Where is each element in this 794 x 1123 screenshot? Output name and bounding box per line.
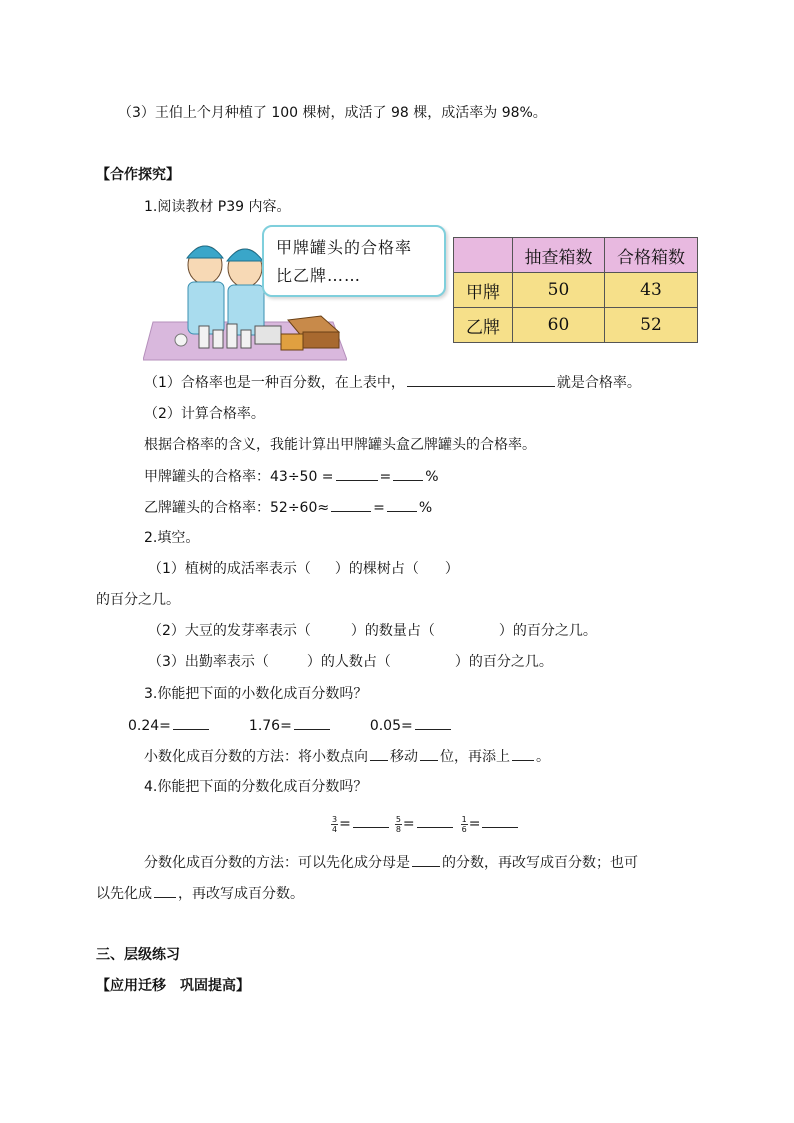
- q3-method: [144, 747, 550, 766]
- section-cooperative-explore: 【合作探究】: [96, 167, 180, 183]
- q4-method-1-b: 的分数，再改写成百分数；也可: [442, 855, 638, 871]
- calc-a-eq: =: [379, 469, 392, 485]
- q2-1-part-b: ）的棵树占（: [334, 561, 419, 577]
- q2-2-part-a: （2）大豆的发芽率表示（: [148, 623, 311, 639]
- table-cell-qualified: 52: [605, 308, 698, 343]
- table-header-cell: 抽查箱数: [513, 238, 605, 273]
- answer-blank[interactable]: [336, 467, 378, 481]
- fraction-eq: =: [468, 816, 481, 832]
- table-header-cell: [454, 238, 513, 273]
- q4-method-1-a: 分数化成百分数的方法：可以先化成分母是: [144, 855, 410, 871]
- fraction: [331, 815, 338, 834]
- fraction: [395, 815, 402, 834]
- table-cell-brand: 乙牌: [454, 308, 513, 343]
- q2-3-part-a: （3）出勤率表示（: [148, 654, 269, 670]
- q2-3-part-b: ）的人数占（: [306, 654, 391, 670]
- answer-blank[interactable]: [387, 498, 417, 512]
- q2-sub-1: [148, 560, 459, 578]
- calc-b-eq: =: [373, 500, 385, 516]
- answer-blank[interactable]: [412, 853, 440, 867]
- q3-method-a: 小数化成百分数的方法：将小数点向: [144, 749, 368, 765]
- answer-blank[interactable]: [370, 747, 388, 761]
- fraction-numerator: 1: [461, 814, 467, 824]
- question-4-title: 4.你能把下面的分数化成百分数吗？: [144, 779, 368, 795]
- answer-blank[interactable]: [512, 747, 534, 761]
- q2-3-part-c: ）的百分之几。: [454, 654, 553, 670]
- q1-explain: 根据合格率的含义，我能计算出甲牌罐头盒乙牌罐头的合格率。: [144, 437, 536, 453]
- question-1-title: 1.阅读教材 P39 内容。: [144, 199, 291, 215]
- q3-method-b: 移动: [390, 749, 418, 765]
- q3-item-2: 1.76=: [248, 718, 292, 734]
- answer-blank[interactable]: [415, 716, 451, 730]
- answer-blank[interactable]: [417, 814, 453, 828]
- q4-method-2-b: ，再改写成百分数。: [178, 886, 304, 902]
- q3-items: [128, 716, 453, 735]
- q3-item-1: 0.24=: [128, 718, 171, 734]
- table-cell-qualified: 43: [605, 273, 698, 308]
- q1-sub-1-text: （1）合格率也是一种百分数，在上表中，: [144, 375, 405, 391]
- q1-sub-2: （2）计算合格率。: [144, 406, 265, 422]
- answer-blank[interactable]: [173, 716, 209, 730]
- q2-sub-1-continued: 的百分之几。: [96, 592, 180, 608]
- fraction-eq: =: [402, 816, 415, 832]
- q4-method-line-2: [96, 884, 304, 903]
- calc-b-label: 乙牌罐头的合格率：: [144, 500, 270, 516]
- calc-b-expr: 52÷60≈: [270, 500, 330, 516]
- bubble-line-1: 甲牌罐头的合格率: [276, 238, 413, 257]
- q3-method-c: 位，再添上: [440, 749, 510, 765]
- fraction-denominator: 4: [332, 824, 338, 834]
- section-apply-consolidate: 【应用迁移 巩固提高】: [96, 978, 250, 994]
- q2-sub-2: [148, 622, 597, 640]
- q1-sub-1-tail: 就是合格率。: [556, 375, 641, 391]
- q2-sub-3: [148, 653, 553, 671]
- q1-sub-1: [144, 373, 641, 392]
- item-3-text: （3）王伯上个月种植了 100 棵树，成活了 98 棵，成活率为 98%。: [118, 105, 547, 121]
- q3-method-d: 。: [536, 749, 550, 765]
- inspection-table: [453, 237, 698, 343]
- question-3-title: 3.你能把下面的小数化成百分数吗？: [144, 686, 368, 702]
- calc-b-pct: %: [418, 500, 433, 516]
- fraction-numerator: 5: [395, 814, 401, 824]
- table-header-cell: 合格箱数: [605, 238, 698, 273]
- table-row: [454, 308, 698, 343]
- answer-blank[interactable]: [154, 884, 176, 898]
- calc-a-pct: %: [425, 469, 439, 485]
- answer-blank[interactable]: [331, 498, 371, 512]
- table-cell-brand: 甲牌: [454, 273, 513, 308]
- fraction-eq: =: [339, 816, 351, 832]
- q2-2-part-b: ）的数量占（: [350, 623, 435, 639]
- question-2-title: 2.填空。: [144, 530, 200, 546]
- answer-blank[interactable]: [393, 467, 423, 481]
- fraction-denominator: 6: [461, 824, 467, 834]
- q4-method-2-a: 以先化成: [96, 886, 152, 902]
- calc-brand-b: [144, 498, 432, 517]
- q2-1-part-a: （1）植树的成活率表示（: [148, 561, 311, 577]
- table-header-row: [454, 238, 698, 273]
- table-row: [454, 273, 698, 308]
- section-3-title: 三、层级练习: [96, 947, 180, 963]
- calc-a-label: 甲牌罐头的合格率：: [144, 469, 270, 485]
- speech-bubble: [262, 225, 446, 297]
- answer-blank[interactable]: [353, 814, 389, 828]
- q4-fractions: [331, 812, 520, 836]
- q2-2-part-c: ）的百分之几。: [498, 623, 597, 639]
- fraction-numerator: 3: [332, 814, 338, 824]
- q2-1-part-c: ）: [444, 561, 459, 577]
- fraction-denominator: 8: [395, 824, 401, 834]
- q4-method-line-1: [144, 853, 638, 872]
- answer-blank[interactable]: [294, 716, 330, 730]
- table-cell-sampled: 50: [513, 273, 605, 308]
- table-cell-sampled: 60: [513, 308, 605, 343]
- calc-brand-a: [144, 467, 439, 486]
- answer-blank[interactable]: [407, 373, 555, 387]
- bubble-line-2: 比乙牌……: [276, 266, 362, 285]
- calc-a-expr: 43÷50 =: [270, 469, 334, 485]
- answer-blank[interactable]: [420, 747, 438, 761]
- answer-blank[interactable]: [482, 814, 518, 828]
- fraction: [461, 815, 468, 834]
- q3-item-3: 0.05=: [369, 718, 413, 734]
